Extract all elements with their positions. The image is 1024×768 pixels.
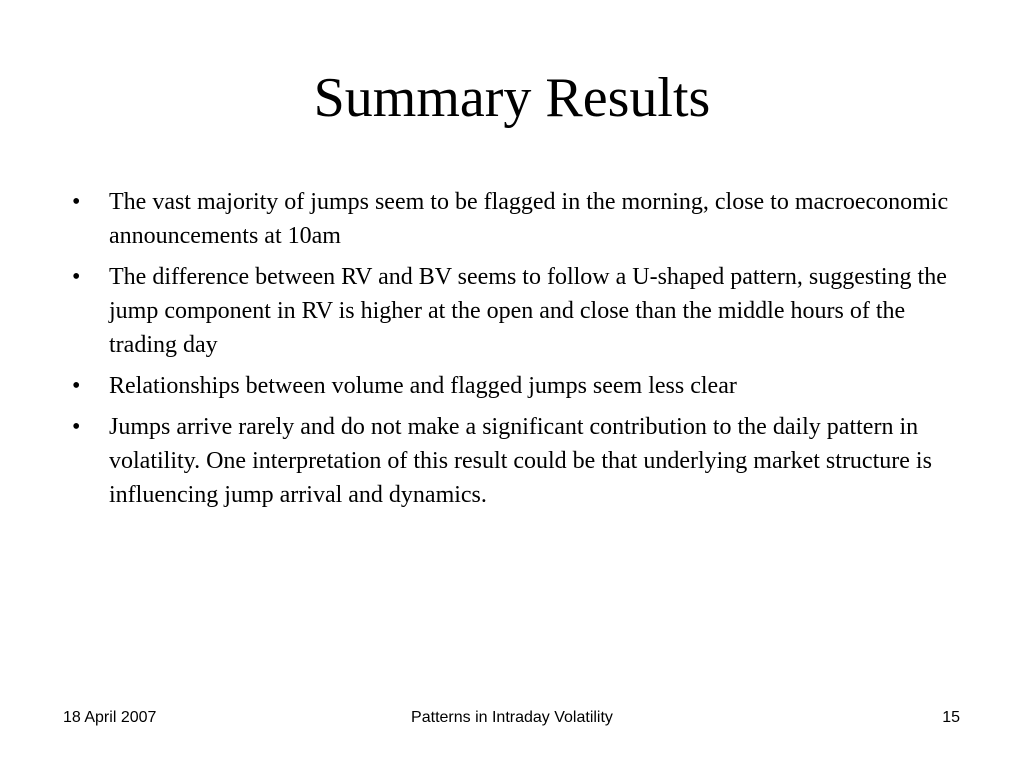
footer-date: 18 April 2007	[63, 709, 157, 726]
bullet-text: The difference between RV and BV seems to follow a U-shaped pattern, suggesting the jump component in RV is higher at the open and close than the middle hours of the trading day	[109, 264, 947, 358]
bullet-icon: •	[72, 264, 81, 290]
bullet-item	[72, 260, 972, 362]
bullet-icon: •	[72, 373, 81, 399]
bullet-text: The vast majority of jumps seem to be flagged in the morning, close to macroeconomic announcements at 10am	[109, 189, 949, 249]
footer-page-number: 15	[942, 709, 960, 726]
slide-title: Summary Results	[313, 67, 711, 129]
footer-presentation-title: Patterns in Intraday Volatility	[411, 709, 613, 726]
bullet-icon: •	[72, 414, 81, 440]
bullet-item	[72, 410, 972, 512]
bullet-text: Jumps arrive rarely and do not make a significant contribution to the daily pattern in volatility. One interpretation of this result could be that underlying market structure is influencing jump arrival and dynamics.	[109, 414, 932, 508]
bullet-icon: •	[72, 189, 81, 215]
bullet-text: Relationships between volume and flagged jumps seem less clear	[109, 373, 737, 399]
bullet-list	[72, 185, 972, 519]
bullet-item	[72, 185, 972, 253]
bullet-item	[72, 369, 972, 403]
